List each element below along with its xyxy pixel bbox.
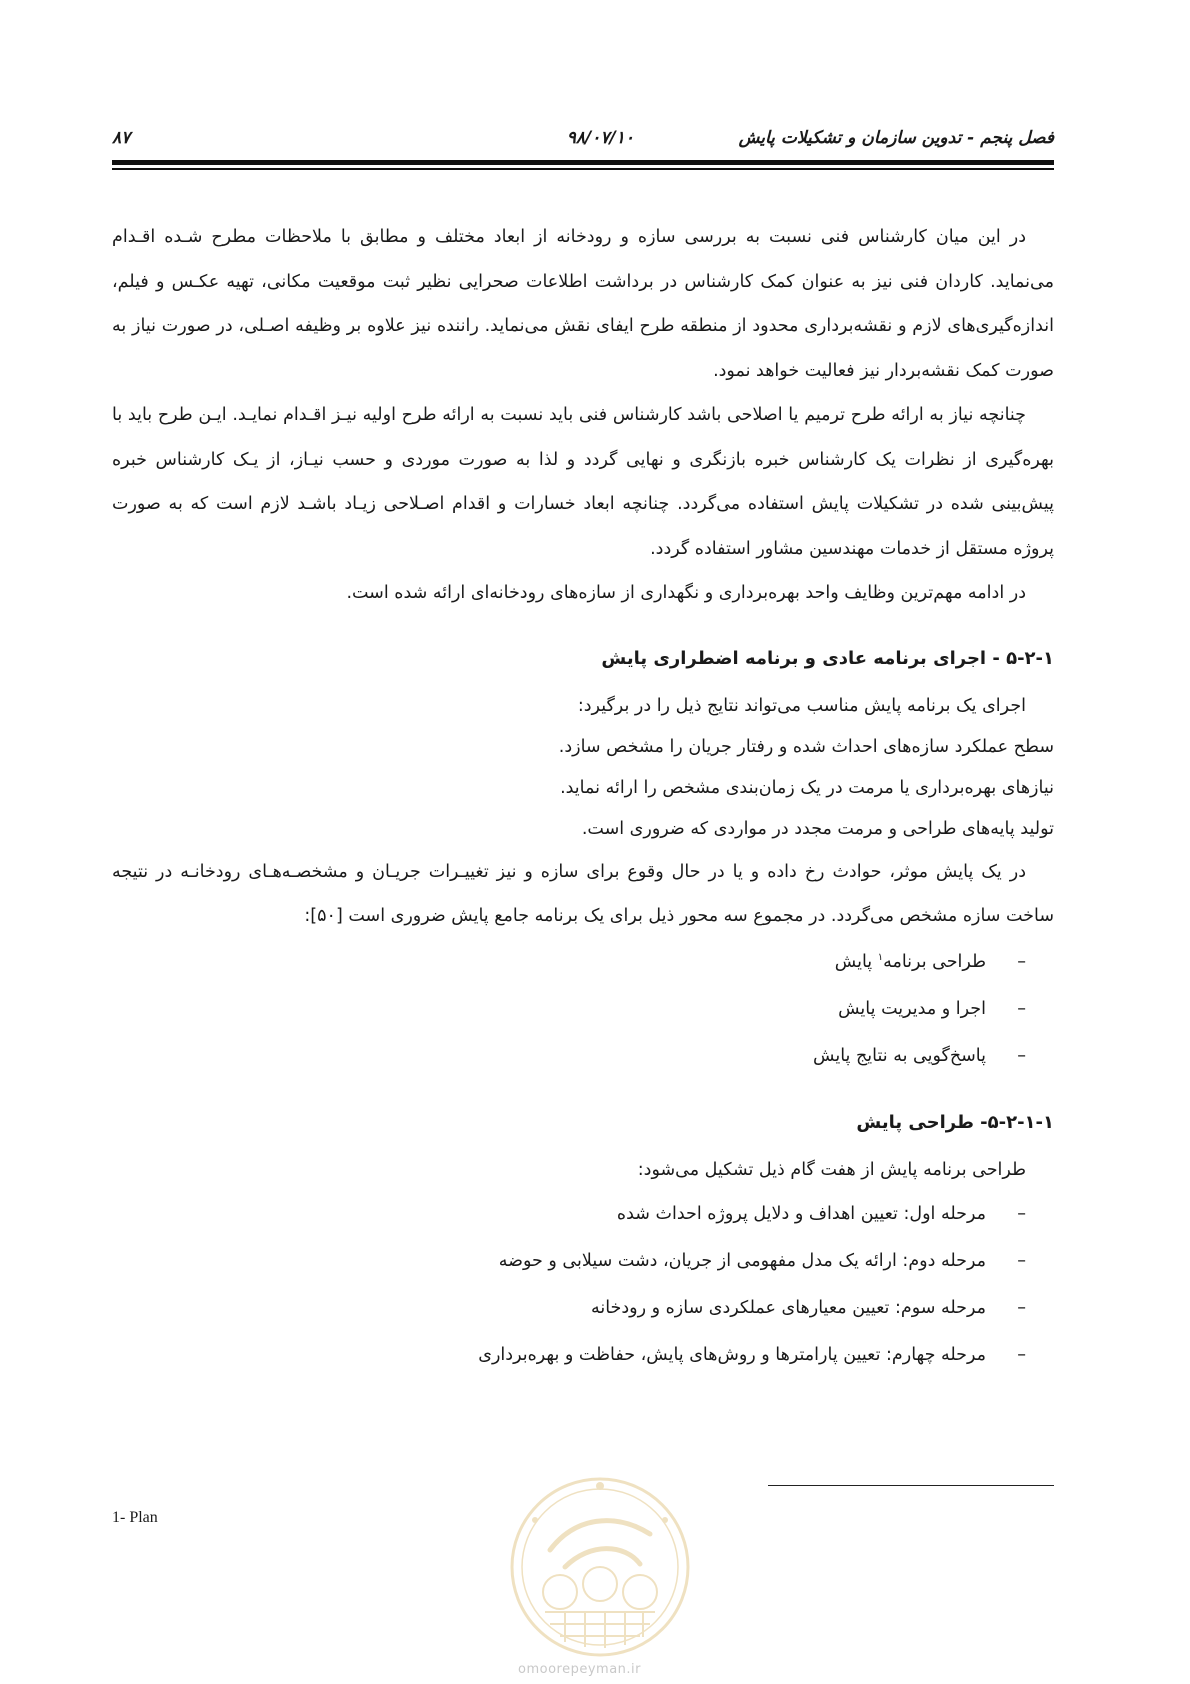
dash-marker: – [1017, 1203, 1026, 1224]
dash-marker: – [1017, 998, 1026, 1019]
list-item [112, 1033, 1054, 1080]
axis-label: اجرا و مدیریت پایش [838, 998, 986, 1019]
revision-date: ۹۸/۰۷/۱۰ [566, 128, 634, 148]
step-label: مرحله دوم: ارائه یک مدل مفهومی از جریان، دشت سیلابی و حوضه [498, 1250, 986, 1271]
dash-marker: – [1017, 1250, 1026, 1271]
monitoring-result-item: نیازهای بهره‌برداری یا مرمت در یک زمان‌بندی مشخص را ارائه نماید. [560, 777, 1054, 798]
monitoring-axes-list [112, 939, 1054, 1080]
design-steps-intro: طراحی برنامه پایش از هفت گام ذیل تشکیل می‌شود: [637, 1159, 1026, 1180]
watermark-seal-logo [505, 1472, 695, 1662]
header-rule-thin [112, 168, 1054, 170]
paragraph-duties-intro: در ادامه مهم‌ترین وظایف واحد بهره‌برداری و نگهداری از سازه‌های رودخانه‌ای ارائه شده است. [346, 583, 1026, 603]
design-steps-list [112, 1191, 1054, 1379]
dash-marker: – [1017, 1344, 1026, 1365]
step-label: مرحله چهارم: تعیین پارامترها و روش‌های پایش، حفاظت و بهره‌برداری [478, 1344, 986, 1365]
monitoring-results-intro: اجرای یک برنامه پایش مناسب می‌تواند نتایج ذیل را در برگیرد: [577, 695, 1026, 716]
list-item [112, 1238, 1054, 1285]
page-number: ۸۷ [112, 128, 131, 148]
section-heading-monitoring-program: ۵-۲-۱ - اجرای برنامه عادی و برنامه اضطراری پایش [601, 647, 1054, 669]
monitoring-result-item: سطح عملکرد سازه‌های احداث شده و رفتار جریان را مشخص سازد. [558, 736, 1054, 757]
footnote-rule [768, 1485, 1054, 1486]
footnote-text: 1- Plan [112, 1509, 158, 1526]
body-text [112, 215, 1054, 1379]
dash-marker: – [1017, 951, 1026, 972]
paragraph-effective-monitoring: در یک پایش موثر، حوادث رخ داده و یا در حال وقوع برای سازه و نیز تغییـرات جریـان و مشخصـه‌هـای رودخانـه در نتیجه ساخت سازه مشخص می‌گردد. در مجموع سه محور ذیل برای یک برنامه جامع پایش ضروری است [۵۰]: [112, 861, 1054, 926]
list-item [112, 1191, 1054, 1238]
list-item [112, 939, 1054, 986]
watermark-url: omoorepeyman.ir [518, 1662, 641, 1677]
step-label: مرحله اول: تعیین اهداف و دلایل پروژه احداث شده [616, 1203, 986, 1224]
list-item [112, 1285, 1054, 1332]
paragraph-staff-roles: در این میان کارشناس فنی نسبت به بررسی سازه و رودخانه از ابعاد مختلف و مطابق با ملاحظات مطرح شـده اقـدام می‌نماید. کاردان فنی نیز به عنوان کمک کارشناس در برداشت اطلاعات صحرایی نظیر ثبت موقعیت مکانی، تهیه عکـس و فیلم، اندازه‌گیری‌های لازم و نقشه‌برداری محدود از منطقه طرح ایفای نقش می‌نماید. راننده نیز علاوه بر وظیفه اصـلی، در صورت نیاز به صورت کمک نقشه‌بردار نیز فعالیت خواهد نمود. [112, 227, 1054, 381]
monitoring-result-item: تولید پایه‌های طراحی و مرمت مجدد در مواردی که ضروری است. [581, 818, 1054, 839]
chapter-title: فصل پنجم - تدوین سازمان و تشکیلات پایش [738, 128, 1054, 148]
dash-marker: – [1017, 1045, 1026, 1066]
axis-label: طراحی برنامه [883, 951, 986, 972]
axis-label: پاسخ‌گویی به نتایج پایش [813, 1045, 986, 1066]
step-label: مرحله سوم: تعیین معیارهای عملکردی سازه و رودخانه [590, 1297, 986, 1318]
paragraph-repair-design: چنانچه نیاز به ارائه طرح ترمیم یا اصلاحی باشد کارشناس فنی باید نسبت به ارائه طرح اولیه نیـز اقـدام نمایـد. ایـن طرح باید با بهره‌گیری از نظرات یک کارشناس خبره بازنگری و نهایی گردد و لذا به صورت موردی و حسب نیـاز، از یـک کارشناس خبره پیش‌بینی شده در تشکیلات پایش استفاده می‌گردد. چنانچه ابعاد خسارات و اقدام اصـلاحی زیـاد باشـد لازم است که به صورت پروژه مستقل از خدمات مهندسین مشاور استفاده گردد. [112, 405, 1054, 559]
list-item [112, 986, 1054, 1033]
section-heading-monitoring-design: ۵-۲-۱-۱- طراحی پایش [856, 1111, 1054, 1133]
header-rule-thick [112, 160, 1054, 165]
page-header [112, 128, 1054, 158]
dash-marker: – [1017, 1297, 1026, 1318]
list-item [112, 1332, 1054, 1379]
footnote-ref[interactable]: ۱ [877, 951, 884, 963]
axis-label-suffix: پایش [834, 951, 878, 972]
